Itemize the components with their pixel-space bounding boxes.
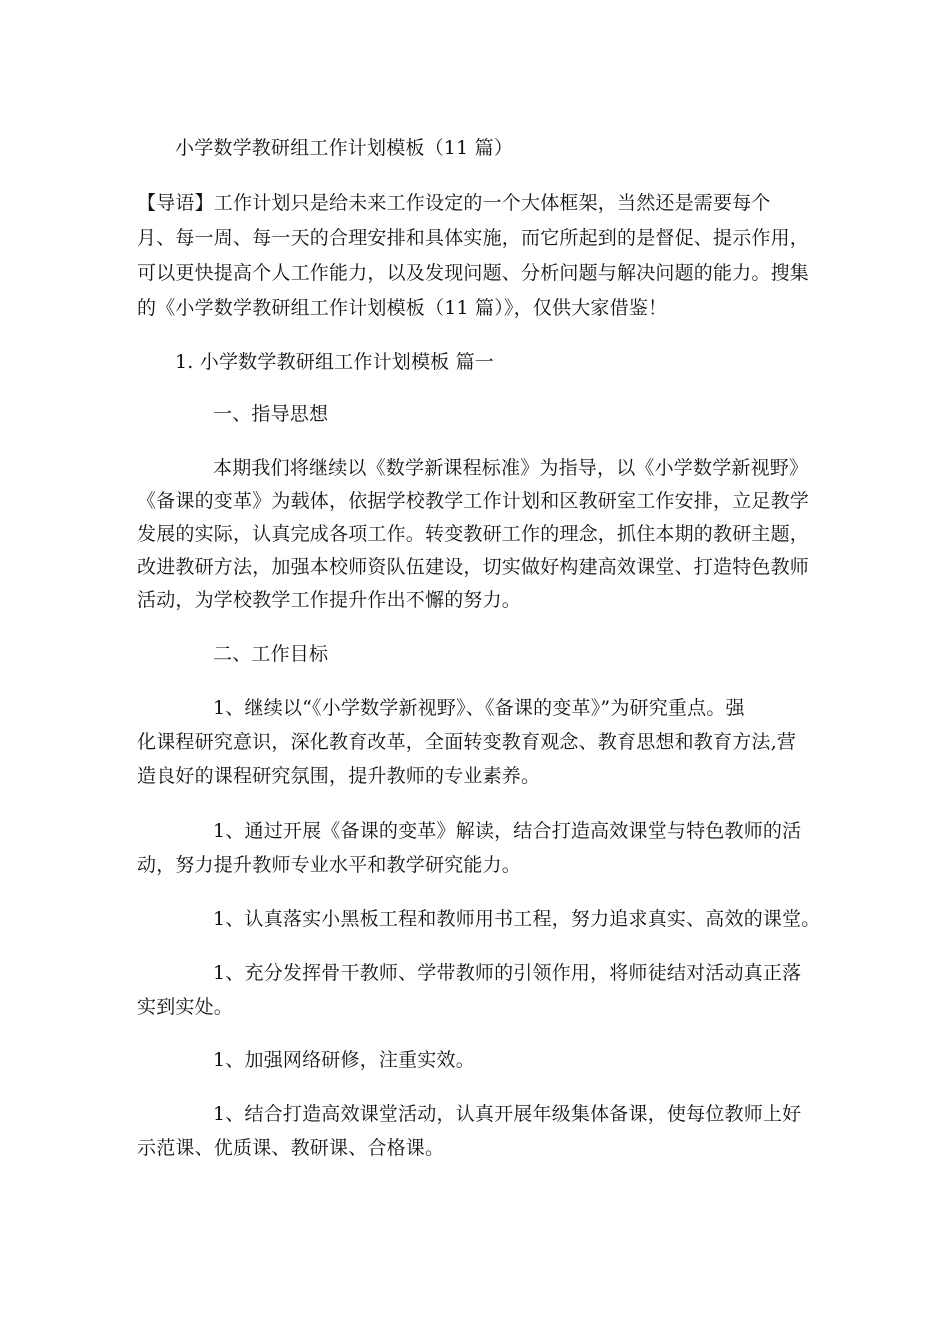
document-title: 小学数学教研组工作计划模板（11 篇） [175,137,514,159]
subheading-guiding-thought: 一、指导思想 [213,403,329,425]
paragraph-line: 发展的实际，认真完成各项工作。转变教研工作的理念，抓住本期的教研主题， [137,523,810,545]
intro-paragraph-line: 的《小学数学教研组工作计划模板（11 篇）》，仅供大家借鉴！ [137,297,668,319]
intro-paragraph-line: 【导语】工作计划只是给未来工作设定的一个大体框架，当然还是需要每个 [137,192,771,214]
paragraph-line: 造良好的课程研究氛围，提升教师的专业素养。 [137,765,541,787]
section-heading: 1. 小学数学教研组工作计划模板 篇一 [175,351,495,373]
subheading-work-goals: 二、工作目标 [213,643,329,665]
paragraph-line: 1、认真落实小黑板工程和教师用书工程，努力追求真实、高效的课堂。 [213,908,821,930]
intro-paragraph-line: 月、每一周、每一天的合理安排和具体实施，而它所起到的是督促、提示作用， [137,227,810,249]
paragraph-line: 1、结合打造高效课堂活动，认真开展年级集体备课，使每位教师上好 [213,1103,802,1125]
paragraph-line: 改进教研方法，加强本校师资队伍建设，切实做好构建高效课堂、打造特色教师 [137,556,810,578]
paragraph-line: 活动，为学校教学工作提升作出不懈的努力。 [137,589,522,611]
paragraph-line: 动，努力提升教师专业水平和教学研究能力。 [137,854,522,876]
paragraph-line: 1、通过开展《备课的变革》解读，结合打造高效课堂与特色教师的活 [213,820,802,842]
intro-paragraph-line: 可以更快提高个人工作能力，以及发现问题、分析问题与解决问题的能力。搜集 [137,262,810,284]
paragraph-line: 1、加强网络研修，注重实效。 [213,1049,475,1071]
paragraph-line: 本期我们将继续以《数学新课程标准》为指导，以《小学数学新视野》 [213,457,809,479]
paragraph-line: 化课程研究意识，深化教育改革，全面转变教育观念、教育思想和教育方法,营 [137,731,797,753]
paragraph-line: 示范课、优质课、教研课、合格课。 [137,1137,445,1159]
paragraph-line: 1、充分发挥骨干教师、学带教师的引领作用，将师徒结对活动真正落 [213,962,802,984]
paragraph-line: 1、继续以“《小学数学新视野》、《备课的变革》”为研究重点。强 [213,697,745,719]
paragraph-line: 《备课的变革》为载体，依据学校教学工作计划和区教研室工作安排，立足教学 [137,490,810,512]
paragraph-line: 实到实处。 [137,996,234,1018]
